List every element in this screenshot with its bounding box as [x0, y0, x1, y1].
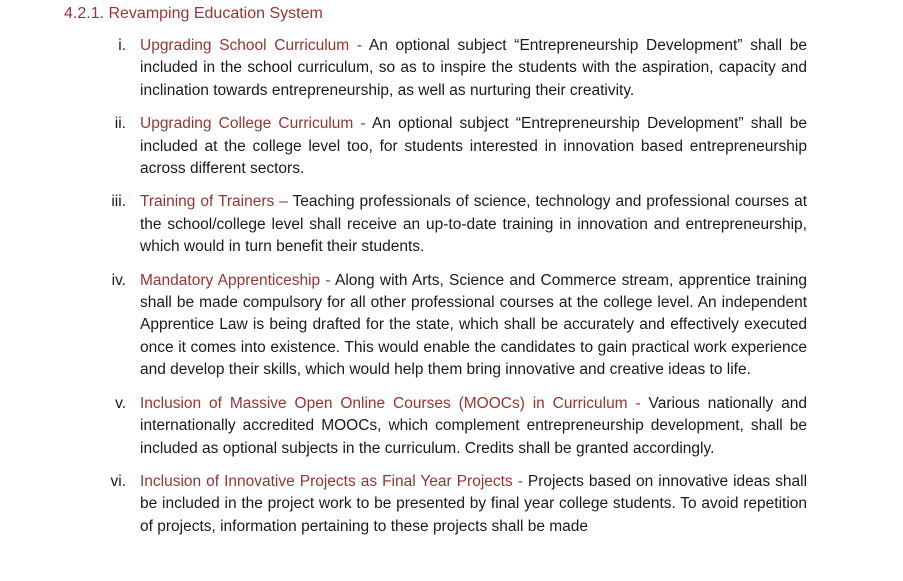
- section-heading: 4.2.1. Revamping Education System: [64, 5, 323, 22]
- item-title: Training of Trainers –: [140, 193, 288, 211]
- list-numeral: iv.: [111, 271, 126, 289]
- item-title: Inclusion of Massive Open Online Courses (MOOCs) in Curriculum -: [140, 394, 641, 412]
- list-item-text: [140, 113, 807, 180]
- item-body: Teaching professionals of science, technology and professional courses at the school/college level shall receive an up-to-date training in innovation and entrepreneurship, which would in turn benefit their students.: [140, 193, 808, 256]
- list-numeral: vi.: [110, 472, 126, 490]
- list-item-text: [140, 191, 807, 258]
- list-item: [0, 393, 903, 460]
- policy-list: [0, 35, 903, 549]
- list-item-text: [140, 270, 807, 382]
- list-item-text: [140, 393, 807, 460]
- item-body: Various nationally and internationally accredited MOOCs, which complement entrepreneurship development, shall be included as optional subjects in the curriculum. Credits shall be granted accordingly.: [140, 394, 807, 457]
- list-numeral: iii.: [111, 193, 126, 211]
- list-item: [0, 191, 903, 258]
- item-body: Along with Arts, Science and Commerce stream, apprentice training shall be made compulsory for all other professional courses at the college level. An independent Apprentice Law is being drafted for the state, which shall be accurately and effectively executed once it comes into existence. This would enable the candidates to gain practical work experience and develop their skills, which would help them bring innovative and creative ideas to life.: [140, 271, 808, 379]
- list-numeral: i.: [118, 37, 126, 54]
- item-body: Projects based on innovative ideas shall be included in the project work to be presented by final year college students. To avoid repetition of projects, information pertaining to these projects shall be made: [140, 472, 808, 535]
- list-item: [0, 113, 903, 180]
- item-body: An optional subject “Entrepreneurship Development” shall be included at the college level too, for students interested in innovation based entrepreneurship across different sectors.: [140, 115, 807, 178]
- list-item: [0, 35, 903, 102]
- item-title: Upgrading College Curriculum -: [140, 115, 366, 133]
- item-title: Upgrading School Curriculum -: [140, 37, 363, 54]
- list-item: [0, 471, 903, 538]
- list-numeral: v.: [115, 394, 126, 412]
- list-numeral: ii.: [114, 115, 126, 133]
- list-item-text: [140, 35, 807, 102]
- list-item: [0, 270, 903, 382]
- item-title: Inclusion of Innovative Projects as Final Year Projects -: [140, 472, 523, 490]
- item-title: Mandatory Apprenticeship -: [140, 271, 331, 289]
- item-body: An optional subject “Entrepreneurship Development” shall be included in the school curriculum, so as to inspire the students with the aspiration, capacity and inclination towards entrepreneurship, as well as nurturing their creativity.: [140, 37, 807, 99]
- list-item-text: [140, 471, 807, 538]
